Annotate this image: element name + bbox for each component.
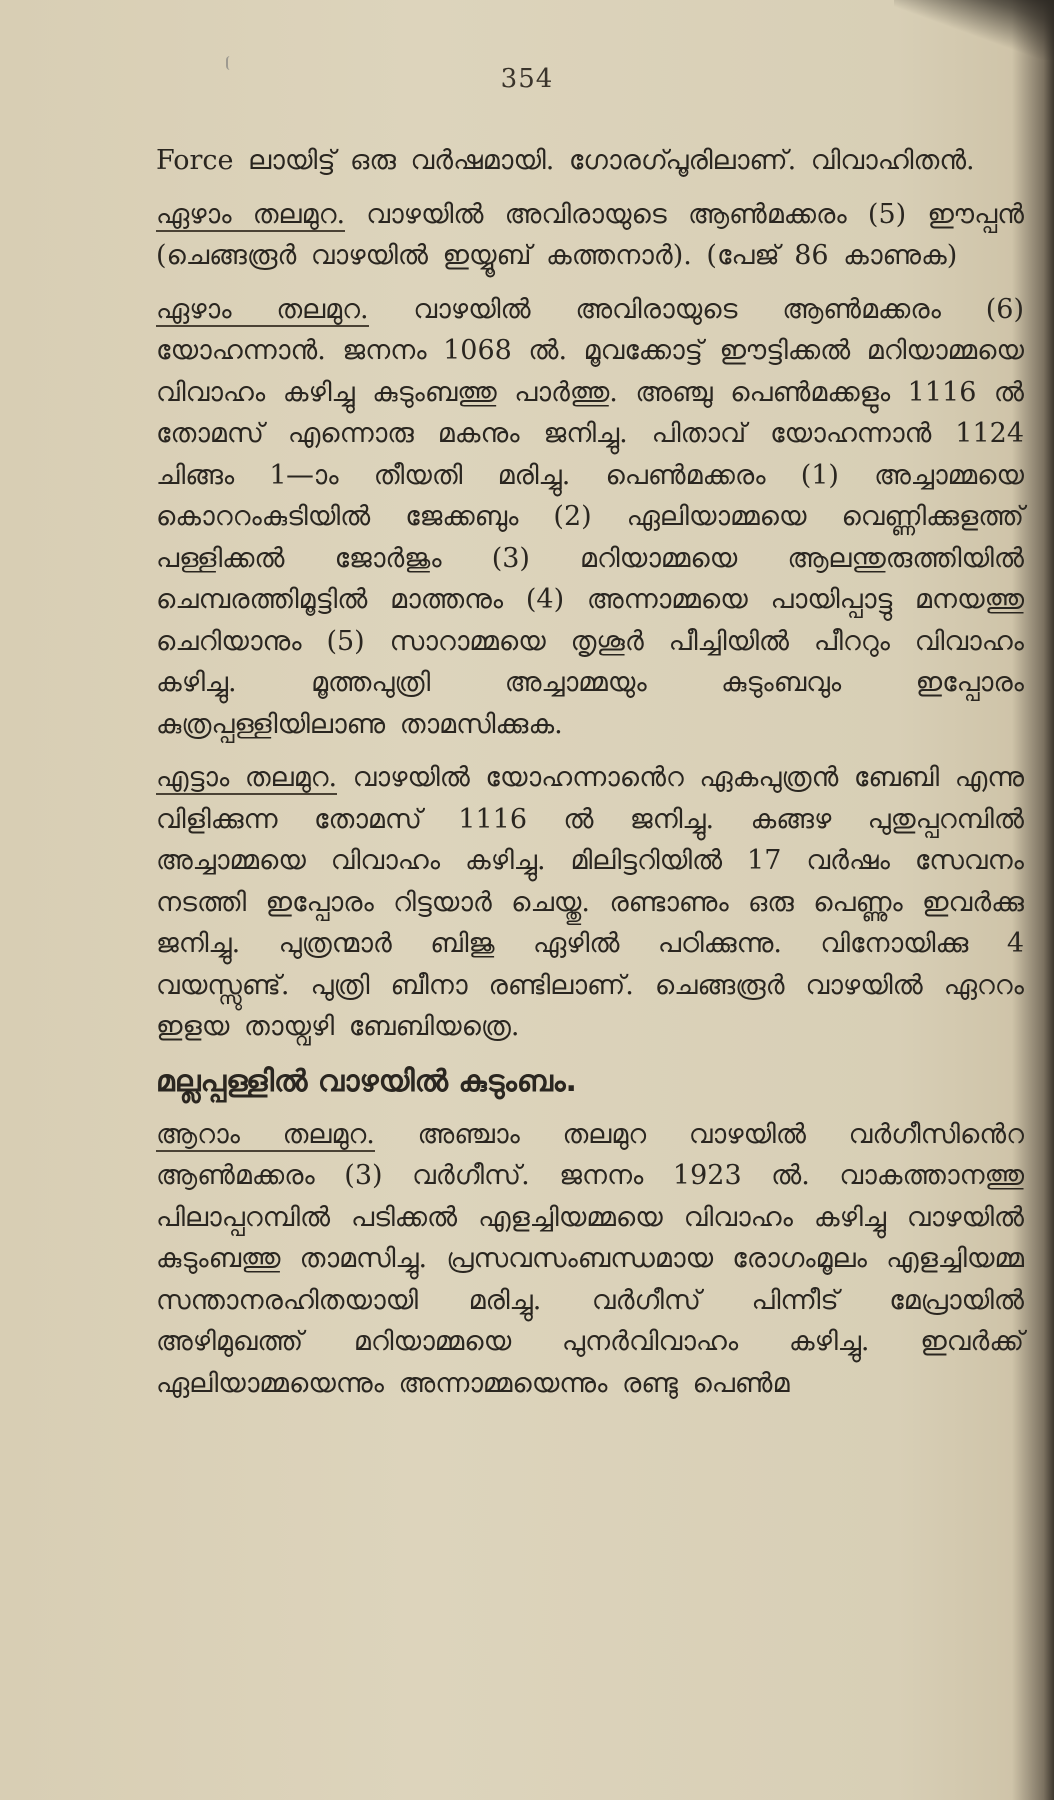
paragraph-lead: ഏഴാം തലമുറ. xyxy=(156,293,369,325)
paragraph-text: അഞ്ചാം തലമുറ വാഴയിൽ വർഗീസിൻെറ ആൺമക്കരം (3) വർഗീസ്. ജനനം 1923 ൽ. വാകത്താനത്തു പിലാപ്പറമ്പിൽ പടിക്കൽ എളച്ചിയമ്മയെ വിവാഹം കഴിച്ചു വാഴയിൽ കുടുംബത്തു താമസിച്ചു. പ്രസവസംബന്ധമായ രോഗംമൂലം എളച്ചിയമ്മ സന്താനരഹിതയായി മരിച്ചു. വർഗീസ് പിന്നീട് മേപ്രായിൽ അഴിമുഖത്ത് മറിയാമ്മയെ പുനർവിവാഹം കഴിച്ചു. ഇവർക്ക് ഏലിയാമ്മയെന്നും അന്നാമ്മയെന്നും രണ്ടു പെൺമ xyxy=(156,1118,1024,1399)
paragraph-text: Force ലായിട്ട് ഒരു വർഷമായി. ഗോരഗ്പൂരിലാണ്. വിവാഹിതൻ. xyxy=(156,145,975,176)
section-heading: മല്ലപ്പള്ളിൽ വാഴയിൽ കുടുംബം. xyxy=(156,1063,577,1099)
page-corner-shadow xyxy=(894,0,1054,60)
paragraph-3 xyxy=(156,289,1024,746)
paragraph-5 xyxy=(156,1114,1024,1405)
paragraph-text: വാഴയിൽ യോഹന്നാൻെറ ഏകപുത്രൻ ബേബി എന്നു വിളിക്കുന്ന തോമസ് 1116 ൽ ജനിച്ചു. കങ്ങഴ പുതുപ്പറമ്പിൽ അച്ചാമ്മയെ വിവാഹം കഴിച്ചു. മിലിട്ടറിയിൽ 17 വർഷം സേവനം നടത്തി ഇപ്പോരം റിട്ടയാർ ചെയ്തു. രണ്ടാണും ഒരു പെണ്ണും ഇവർക്കു ജനിച്ചു. പുത്രന്മാർ ബിജു ഏഴിൽ പഠിക്കുന്നു. വിനോയിക്കു 4 വയസ്സുണ്ട്. പുത്രി ബീനാ രണ്ടിലാണ്. ചെങ്ങരൂർ വാഴയിൽ ഏററം ഇളയ തായ്വഴി ബേബിയത്രെ. xyxy=(156,762,1024,1042)
paragraph-text: വാഴയിൽ അവിരായുടെ ആൺമക്കരം (5) ഈപ്പൻ (ചെങ്ങരൂർ വാഴയിൽ ഇയ്യൂബ് കത്തനാർ). (പേജ് 86 കാണുക) xyxy=(156,198,1025,271)
paragraph-text: വാഴയിൽ അവിരായുടെ ആൺമക്കരം (6) യോഹന്നാൻ. ജനനം 1068 ൽ. മൂവക്കോട്ട് ഈട്ടിക്കൽ മറിയാമ്മയെ വിവാഹം കഴിച്ചു കുടുംബത്തു പാർത്തു. അഞ്ചു പെൺമക്കളും 1116 ൽ തോമസ് എന്നൊരു മകനും ജനിച്ചു. പിതാവ് യോഹന്നാൻ 1124 ചിങ്ങം 1—ാം തീയതി മരിച്ചു. പെൺമക്കരം (1) അച്ചാമ്മയെ കൊററംകുടിയിൽ ജേക്കബും (2) ഏലിയാമ്മയെ വെണ്ണിക്കുളത്ത് പള്ളിക്കൽ ജോർജും (3) മറിയാമ്മയെ ആലന്തുരുത്തിയിൽ ചെമ്പരത്തിമൂട്ടിൽ മാത്തനും (4) അന്നാമ്മയെ പായിപ്പാട്ടു മനയത്തു ചെറിയാനും (5) സാറാമ്മയെ തൃശൂർ പീച്ചിയിൽ പീററും വിവാഹം കഴിച്ചു. മൂത്തപുത്രി അച്ചാമ്മയും കുടുംബവും ഇപ്പോരം കുത്രപ്പള്ളിയിലാണു താമസിക്കുക. xyxy=(156,293,1024,740)
paragraph-1 xyxy=(156,140,1024,182)
paragraph-lead: ഏഴാം തലമുറ. xyxy=(156,198,346,230)
paragraph-lead: ആറാം തലമുറ. xyxy=(156,1118,375,1150)
page-body xyxy=(156,140,1024,1416)
page-number: 354 xyxy=(500,64,554,94)
paragraph-lead: എട്ടാം തലമുറ. xyxy=(156,762,338,793)
paragraph-2 xyxy=(156,194,1024,277)
paragraph-4 xyxy=(156,757,1024,1048)
